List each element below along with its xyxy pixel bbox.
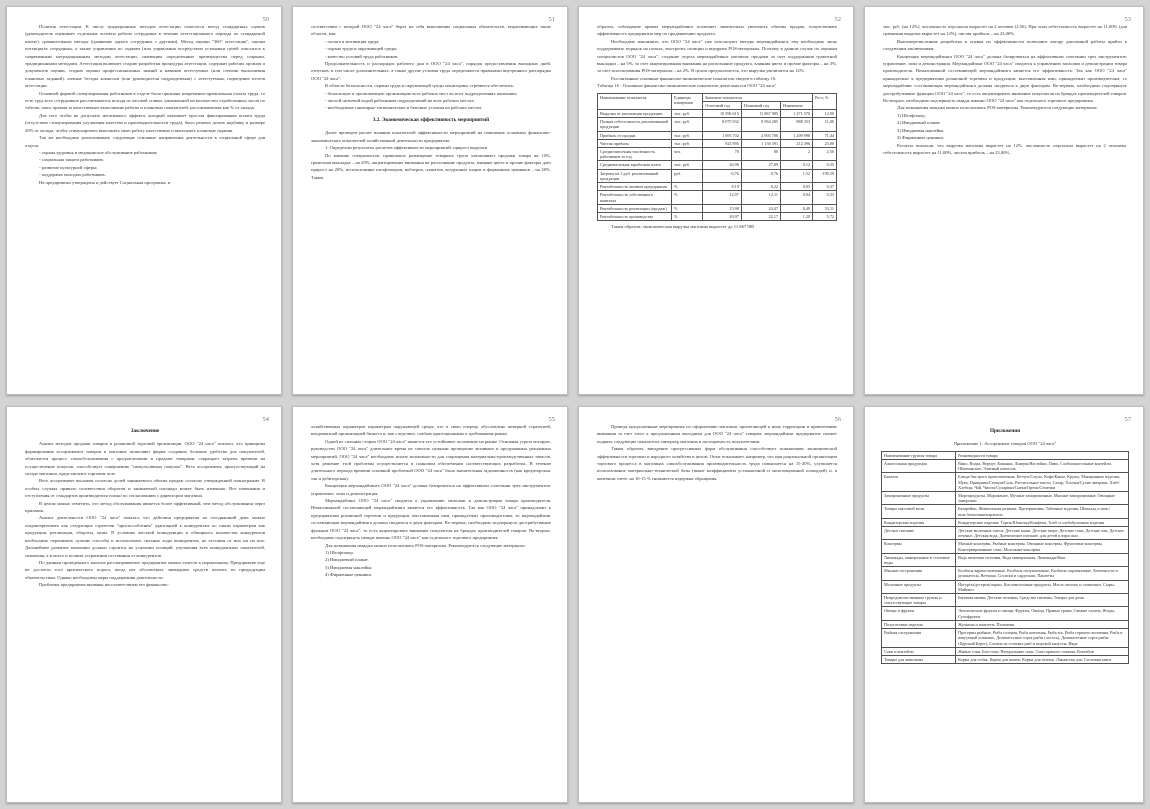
paragraph: Одной из сильных сторон ООО "24 часа" является его устойчивое положение на рынке. Основная угроза которую, руководство ООО "24 часа" длительное время не считало нужным проведение активных и продуманных рекламных мероприятий. ООО "24 часа" необходимо искать возможности для сокращения материально-производственных запасов, хотя решение этой проблемы осуществляется в плановом обеспечении соответствующих разработок. В течение длительного периода времени основной проблемой ООО "24 часа" была значительная задолженность (как кредиторская, так и дебиторская). [311,438,551,481]
list-item: 2) Имиджевый плакат. [325,557,369,563]
table-cell: 78 [703,148,742,161]
table-cell: Товары массовой воли [882,505,956,518]
table-cell: 71,44 [813,131,837,139]
table-cell: тыс. руб. [672,161,703,169]
table-row [882,567,1129,580]
paragraph: Так же необходимо реализовывать следующие основные направления деятельности в социальной сфере для отдела: [25,135,265,148]
paragraph: Продолжительность и распорядок рабочего дня в ООО "24 часа", порядок предоставления выходных дней, отпусков, в том числе дополнительных, а также другие условия труда определяются правилами внутреннего распорядка ООО "24 часа". [311,61,551,81]
table-cell: 5,72 [813,212,837,220]
list-item: - чистой питьевой водой работников подразделений на всех рабочих местах; [325,98,475,104]
list-item: - качество условий труда работников. [325,53,399,59]
paragraph: Весь ассортимент выложен согласно долей занимаемого объема продаж согласно утвержденной планограмме. В особых случаях правило соответствия оборотов и занимаемой площади может быть изменено. Все изменения и отступления от стандартов производителя только по согласованию с директором магазина. [25,478,265,499]
table-row [882,620,1129,628]
table-cell: тыс. руб. [672,139,703,147]
paragraph: Полития аттестации. К числу традиционных методов аттестации относится метод стандартных оценок (руководитель оценивает отдельные аспекты работы сотрудника в течение аттестационного периода по стандартной шкале), сравнительные методы (сравнение одного сотрудника с другими). Метод оценки "360° аттестация", оценка потенциала сотрудника, а также управления по задачам (или управления посредством установки целей относится к современным нетрадиционным методам аттестации, имеющим определенные преимущества перед старыми, традиционными методами. Аттестация включает стадию разработки процедуры аттестации, содержит рабочих органов и документов оценки, стадию оценки профессиональных знаний и навыков аттестуемых (или степени выполнения плановых заданий), личные беседы комиссии (или руководителя подразделения) с аттестуемым, подведение итогов аттестации. [25,24,265,89]
page-52 [578,6,854,395]
table-cell: 1 271 370 [781,110,813,118]
table-cell: 0,04 [781,191,813,204]
table-cell: 8,22 [741,183,780,191]
paragraph: Для повышения имиджа можно использовать POS-материалы. Рекомендуются следующие материалы: [325,542,526,548]
table-header-cell: Плановый год [741,101,780,109]
table-cell: Бытовая химия, Детские пеленки, Средства гигиены, Товары для дома [956,594,1129,607]
section-heading: 3.2. Экономическая эффективность мероприятий [372,116,490,123]
table-cell: 1 136 391 [741,139,780,147]
paragraph: Необходимо напомнить, что ООО "24 часа" уже используют методы мерчандайзинга, ему необходимо лишь поддерживать порядок на полках, выстроить позиции и внедрить POS-материалы. Поэтому в данном случае по оценкам специалистов ООО "24 часа", создание отдела мерчандайзинга увеличит продажи за счет поддержания грамотной выкладки – на 5%, за счет акцентирования внимания на распознание продукта, влияния цвета и прочие факторы – на 3%, за счет использования POS-материалы – на 2%. В целом предполагается, что выручка увеличится на 12%. [597,38,837,74]
table-cell: 80 [741,148,780,161]
table-cell: 27,09 [741,161,780,169]
paragraph: Далее проведем расчет влияния показателей эффективности мероприятий на изменение основных финансово-экономических показателей хозяйственной деятельности предприятия. [311,130,551,143]
paragraph: Расчеты показали, что выручка магазина вырастет на 12%, численность персонала вырастет на 2 человека, себестоимость вырастет на 11,00%, чистая прибыль – на 23,00%. [883,142,1127,155]
financial-table [597,93,837,221]
table-footer-text: Таким образом, экономическая выручка магазина вырастет до 11 867 985 [611,224,755,230]
table-cell: чел. [672,148,703,161]
page-50 [6,6,282,395]
table-cell: Батарейки, Жевательная резинка, Презервативы, Табачные изделия, Шоколад и шок./шок.батончики/карамель [956,505,1129,518]
table-row [598,204,837,212]
table-row [598,131,837,139]
table-cell: 923 895 [703,139,742,147]
page-body [883,23,1127,156]
table-cell: 11 867 985 [741,110,780,118]
table-cell: 24,47 [741,204,780,212]
list-item: - охрана труда и окружающей среды; [325,46,398,52]
table-cell: Йогурты/десерты/сырки, Кисломолочные продукты, Масло молоко и сливочное, Сыры, Майонез [956,580,1129,593]
table-cell: 1 209 998 [781,131,813,139]
table-cell: 8 964 285 [741,118,780,131]
table-cell: тыс. руб. [672,110,703,118]
list-item: - безопасную и эргономичную организацию всех рабочих мест во всех подразделениях компании; [325,90,518,96]
table-cell: Мясные гастрономия [882,567,956,580]
page-body [597,23,837,90]
table-cell: 15,98 [703,204,742,212]
table-cell: -0,76 [703,169,742,182]
list-item: 4) Фирменные ценники. [325,572,373,578]
paragraph: Таким образом, внедрение прогрессивных форм обслуживания способствует повышению экономической эффективности торговли и народного хозяйства в целом. Опыт показывает, например, что при рациональной организации торгового процесса в магазинах самообслуживания производительность труда повышается на 15-20%, улучшается использование материально-технической базы (выше коэффициенты установочной и экспозиционной площадей) и, в конечном счете, на 10-15 % снижаются издержки обращения. [597,446,837,481]
table-cell: Чистая прибыль [598,139,672,147]
table-cell: 12,07 [703,191,742,204]
table-row [598,169,837,182]
table-cell: Полуготовые изделия [882,620,956,628]
table-cell: 0,03 [781,183,813,191]
table-cell: Детские молочные смеси, Детские каши, Детские пюре, Детские соки, Детские чаи, Детское печенье, Детская вода, Диетическое питание, для детей и взрослых [956,527,1129,540]
page-number: 50 [262,16,269,23]
table-cell: Полная себестоимость реализованной продукции [598,118,672,131]
list-item: 1) Шелфтокер. [325,549,354,555]
list-item: - необходимые санитарно-гигиенические и бытовые условия на рабочих местах. [325,105,483,111]
table-cell: % [672,204,703,212]
paragraph: Анализ методов продажи товаров в розничной торговой организации, ООО "24 часа" показал, что принципы формирования ассортимента товаров в магазине позволяют фирме создавать большие удобства для покупателей, облегчается процесс самообслуживания с предлагаемыми в продаже товарами, сокращает затраты времени на осуществление покупок, способствует совершению "импульсивных покупок". Весь ассортимент, присутствующий на складе магазина, представлен в торговом зале. [25,441,265,477]
page-body [25,23,265,186]
page-number: 53 [1124,16,1131,23]
table-cell: Колбасы варено-копченые, Колбасы полукопченые, Колбасы сыровяленые, Копчености и деликатесы, Ветчина, Сосиски и сардельки, Паштеты [956,567,1129,580]
table-row [598,110,837,118]
page-body [25,428,265,589]
table-cell: Детское питание [882,527,956,540]
paragraph: По данным проведенного анализа рассматриваемое предприятие можно отнести к нормальному. Предприятие еще не достигло того критического порога, когда нет абсолютных ликвидных средств платить по предыдущим обязательствам. Однако необходимы меры поддержания деятельности. [25,559,265,580]
table-row [882,580,1129,593]
table-cell: Прибыль от продаж [598,131,672,139]
page-body [311,423,551,579]
page-55 [292,406,568,803]
table-cell: Товары для животных [882,655,956,663]
table-row [882,505,1129,518]
table-cell: 12,11 [741,191,780,204]
table-header-cell: Наименование показателя [598,93,672,109]
table-cell: 0,12 [781,161,813,169]
paragraph: Концепция мерчандайзинга ООО "24 часа" должна базироваться на эффективном сочетании трех инструментов: управление, залы и демонстрация. [311,483,551,496]
list-item: - оплата и мотивация труда; [325,38,380,44]
table-row [598,139,837,147]
list-item: 3) Имиджевая наклейка. [325,564,373,570]
table-cell: руб. [672,169,703,182]
page-56 [578,406,854,803]
table-cell: 0,37 [813,183,837,191]
table-row [882,460,1129,473]
list-item: - поддержка молодых работников. [39,172,106,178]
page-body [311,23,551,181]
table-cell: Рентабельность активов предприятия [598,183,672,191]
table-cell: Кондитерские изделия [882,518,956,526]
table-cell: Соки и коктейли [882,647,956,655]
page-number: 56 [834,416,841,423]
paragraph: В области безопасности, охраны труда и окружающей среды мониторинг стремится обеспечить: [325,83,515,89]
table-row [882,540,1129,553]
paragraph: Для того чтобы не допускать негативного эффекта, который оказывает простая фиксированная оплата труда (отсутствие стимулирования улучшения качества и производительности труда), было решено делать надбавку в размере 20% от оклада, чтобы стимулировать выполнять свою работу качественно и выполнять плановые задания. [25,112,265,133]
table-row [598,212,837,220]
table-row [882,518,1129,526]
paragraph: образом, соблюдение правил мерчандайзинга позволяет значительно увеличить объемы продаж, почувствовать эффективность предприятия мер по продвижению продукта. [597,24,837,37]
table-cell: 26,96 [703,161,742,169]
table-row [882,492,1129,505]
appendix-caption: Приложение 1. Ассортимент товаров ООО "24 часа" [953,441,1057,447]
paragraph: Мерчандайзинг ООО "24 часа" сводится к управлению запасами и демонстрации товара производителя. Немаловажной составляющей мерчандайзинга является его эффективность. Так как ООО "24 часа" принадлежит к предприятиям розничной торговли и продукции, выставленная ими, принадлежит производителям, то мерчандайзинг составляющая мерчандайзинга должна сводиться к двум факторам. Во-первых, необходимо подчеркнуть дистрибутивные функции ООО "24 часа", то есть акцентировать внимание покупателя на брендах производителей товаров. Во-вторых, необходимо подчеркнуть имидж именно ООО "24 часа" как отдельного торгового предприятия. [311,498,551,541]
table-cell: 10 596 615 [703,110,742,118]
table-cell: Выручка от реализации продукции [598,110,672,118]
table-row [598,183,837,191]
table-cell: 2 [781,148,813,161]
table-row [882,607,1129,620]
table-header-cell: Разновидности товара [956,451,1129,459]
table-cell: Кондитерские изделия: Торты/Шоколад/Конфеты, Хлеб и хлебобулочные изделия [956,518,1129,526]
table-cell: 20,97 [703,212,742,220]
table-cell: 212 496 [781,139,813,147]
table-cell: тыс. руб. [672,131,703,139]
table-row [598,118,837,131]
table-cell: 0,33 [813,191,837,204]
table-row [882,655,1129,663]
table-header-cell: Изменение [781,101,813,109]
table-row [598,191,837,204]
assortment-table [881,451,1129,664]
table-cell: % [672,183,703,191]
page-body [597,423,837,482]
table-header-cell: Рост, % [813,93,837,109]
table-row [882,473,1129,492]
paragraph: Основной формой стимулирования работников в отделе была признана повременно-премиальная оплата труда, то есть труд всех сотрудников рассчитывается исходя из часовой ставки, умноженной на количество отработанных часов по табелю, плюс премия за качественное выполнение работы и плановых показателей, рассчитываемая как % от оклада. [25,90,265,111]
table-cell: 888 353 [781,118,813,131]
page-53 [864,6,1144,395]
paragraph: тыс. руб. (на 12%), численность персонала вырастет на 2 человек (2,56). При этом себестоимость вырастет на 11,00% (для сравнения выручка вырастет на 12%), чистая прибыль – на 23,00%. [883,24,1127,37]
table-cell: 11,00 [813,118,837,131]
table-cell: 53,11 [813,204,837,212]
table-row [882,629,1129,648]
paragraph: соответствии с которой ООО "24 часа" берет на себя выполнение социальных обязательств, затрагивающих такие области, как: [311,24,551,37]
table-cell: % [672,191,703,204]
table-cell: -199,39 [813,169,837,182]
table-cell: Молочные продукты [882,580,956,593]
table-cell: 8,19 [703,183,742,191]
table-cell: 1,52 [781,169,813,182]
page-57 [864,406,1144,803]
paragraph: По мнению специалистов, правильное размещение товарных групп увеличивает продажи товара на 10%, грамотная выкладка – на 20%, акцентирование внимания на распознание продукта, влияние цвета и прочие факторы дает прирост на 20%, использование шелфтокеров, воблеров, плакатов, воздушных шаров и фирменных ценников – на 20%. Таким [311,152,551,180]
paragraph: На предприятии утверждена и действует Социальная программа, в [39,179,170,185]
table-cell: Рентабельность производства [598,212,672,220]
table-cell: 2 903 700 [741,131,780,139]
table-row [882,553,1129,566]
table-cell: Блюда быстрого приготовления, Кетчуп/Соусы, Кофе/Какао, Крупы, Макаронные изделия, Мука, Приправы/Специи/Соль, Растительное масло, Сахар, Хлопья/Сухие завтраки, Хлеб/Хлебцы, Чай, Чипсы/Сухарики/Снеки/Орехи/Семечки [956,473,1129,492]
table-cell: Консервы [882,540,956,553]
table-header-cell: Отчетный год [703,101,742,109]
paragraph: Таблица 16 - Основные финансово-экономические показатели деятельности ООО "24 часа" [597,83,777,89]
paragraph: Для повышения имиджа можно использовать POS-материалы. Рекомендуются следующие материалы: [897,105,1098,111]
table-cell: Лимонады, минеральные и столовые воды [882,553,956,566]
table-cell: Алкогольная продукция [882,460,956,473]
table-cell: 8 075 932 [703,118,742,131]
list-item: - охрана здоровья и медицинское обслуживание работников; [39,149,158,155]
table-cell: Рыбная гастрономия [882,629,956,648]
table-cell: Замороженные продукты [882,492,956,505]
list-item: - развитие культурной сферы; [39,164,98,170]
table-cell: 8,49 [781,204,813,212]
table-cell: Вино, Водка, Вермут, Коньяки, Ликеры/Настойки, Пиво, Слабоалкогольные коктейли, Шампанское, Элитный алкоголь [956,460,1129,473]
page-number: 57 [1124,416,1131,423]
table-header-cell: Наименование группы товара [882,451,956,459]
table-cell: Морепродукты, Мороженое, Мучные замороженные, Мясные замороженные, Овощные заморозки [956,492,1129,505]
table-cell: Корма для собак, Корма для кошек, Корма для птичек, Лакомства для, Столовые нити [956,655,1129,663]
section-heading: Заключение [130,428,160,434]
list-item: 4) Фирменные ценники. [897,135,945,141]
table-cell: Среднесписочная численность работников за год [598,148,672,161]
table-row [598,161,837,169]
table-cell: Затраты на 1 руб. реализованной продукции [598,169,672,182]
page-51 [292,6,568,395]
table-cell: Бакалея [882,473,956,492]
page-number: 54 [262,416,269,423]
table-cell: 1 693 702 [703,131,742,139]
page-54 [6,406,282,803]
list-item: - социальная защита работников; [39,157,104,163]
table-cell: 2,56 [813,148,837,161]
table-cell: Вода питьевая столовая, Вода минеральная, Лимонады/Квас [956,553,1129,566]
table-cell: 12,00 [813,110,837,118]
table-row [882,594,1129,607]
list-item: 2) Имиджевый плакат. [897,120,941,126]
paragraph: Анализ деятельности ООО "24 часа" показал, что действия предприятия на сегодняшний день можно охарактеризовать как следующие стратегии "приспособления" адаптацией к конкурентам по таким параметрам как продукция, реализация, обороты, цены. В условиях жесткой конкуренции и обширного количества конкурентов необходимо перенимать лучшие способы и использовать сильные ходы конкурентов, не отставая от них ни на шаг. Дальнейшее развитие компании должно строится на усилении позиций, улучшения всех конкурентных показателей, снижения, а в чисто и полном устранении отставания от конкурентов. [25,515,265,558]
paragraph: Концепция мерчандайзинга ООО "24 часа" должна базироваться на эффективном сочетании трех инструментов: управление, залы и демонстрация. Мерчандайзинг ООО "24 часа" сводится к управлению запасами и демонстрации товара производителя. Немаловажной составляющей мерчандайзинга является его эффективность. Так как ООО "24 часа" принадлежит к предприятиям розничной торговли и продукции, выставленная ими, принадлежит производителям, то мерчандайзинг составляющая мерчандайзинга должна сводиться к двум факторам. Во-первых, необходимо подчеркнуть дистрибутивные функции ООО "24 часа", то есть акцентировать внимание покупателя на брендах производителей товаров. Во-вторых, необходимо подчеркнуть имидж именно ООО "24 часа" как отдельного торгового предприятия. [883,53,1127,104]
list-item: 3) Имиджевая наклейка. [897,127,945,133]
table-cell: 1,20 [781,212,813,220]
table-cell: Среднемесячная заработная плата [598,161,672,169]
table-cell: Овощи и фрукты [882,607,956,620]
page-number: 55 [548,416,555,423]
table-header-group: Значение показателя [703,93,813,101]
paragraph: Проведя предложенные мероприятия по оформлению магазина, прилегающей к нему территории и привлечению внимания за счет этого к предложенным выгодным для ООО "24 часа" товарам, мерчандайзинг предприятие сможет поднять следующие показатели: интерьер магазина и посещаемость покупателями. [597,424,837,444]
table-cell: Живые соки, Био-соки, Натуральные соки, Соки прямого отжима, Коктейли [956,647,1129,655]
paragraph: Рассчитанные основные финансово-экономические показатели сведем в таблицу 16. [611,75,777,81]
page-number: 51 [548,16,555,23]
table-cell: тыс. руб. [672,118,703,131]
table-row [882,647,1129,655]
table-cell: 0,35 [813,161,837,169]
appendix-title: Приложения [989,428,1021,434]
paragraph: 1. Определим результаты расчетов эффективности мероприятий: прирост выручки [325,145,488,151]
paragraph: В целом можно отметить, что метод обслуживания является более эффективный, чем метод обслуживания через прилавок. [25,500,265,514]
table-cell: Рентабельность собственного капитала [598,191,672,204]
table-header-cell: Единицы измерения [672,93,703,109]
table-cell: Непродовольственные группы и сопутствующие товары [882,594,956,607]
paragraph: Проблемы предприятия вызваны несоответствием его финансово- [39,582,169,588]
table-cell: 0,76 [741,169,780,182]
table-cell: 23,00 [813,139,837,147]
table-row [882,527,1129,540]
table-cell: 22,17 [741,212,780,220]
table-row [598,148,837,161]
paragraph: хозяйственных параметров параметрам окружающей среды, что в свою очередь обусловлено неверной стратегией, неадекватной организацией бизнеса и, как следствие, слабым адаптационным к требованиям рынка. [311,424,551,437]
table-cell: % [672,212,703,220]
table-cell: Мясные консервы, Рыбные консервы, Овощные консервы, Фруктовые консервы, Консервированные соки, Молочные консервы [956,540,1129,553]
table-cell: Рентабельность реализации (продаж) [598,204,672,212]
table-cell: Экзотические фрукты и овощи, Фрукты, Овощи, Пряные травы, Свежие салаты, Ягоды, Сухофрукты [956,607,1129,620]
table-cell: Пресервы рыбные, Рыба соленая, Рыба копченая, Рыба в/к, Рыба горячего копчения, Рыба в вакуумной упаковке, Деликатесные сорта рыбы (лосось), Деликатесные сорта рыбы (Царский Берег), Салаты из соленых рыб и морской капусты, Икра [956,629,1129,648]
list-item: 1) Шелфтокер. [897,112,926,118]
page-number: 52 [834,16,841,23]
paragraph: Вышеперечисленная разработка и оценка их эффективности позволяют автору дипломной работы прийти к следующим заключениям. [883,38,1127,52]
table-cell: Жульены и паштеты, Пельмени [956,620,1129,628]
